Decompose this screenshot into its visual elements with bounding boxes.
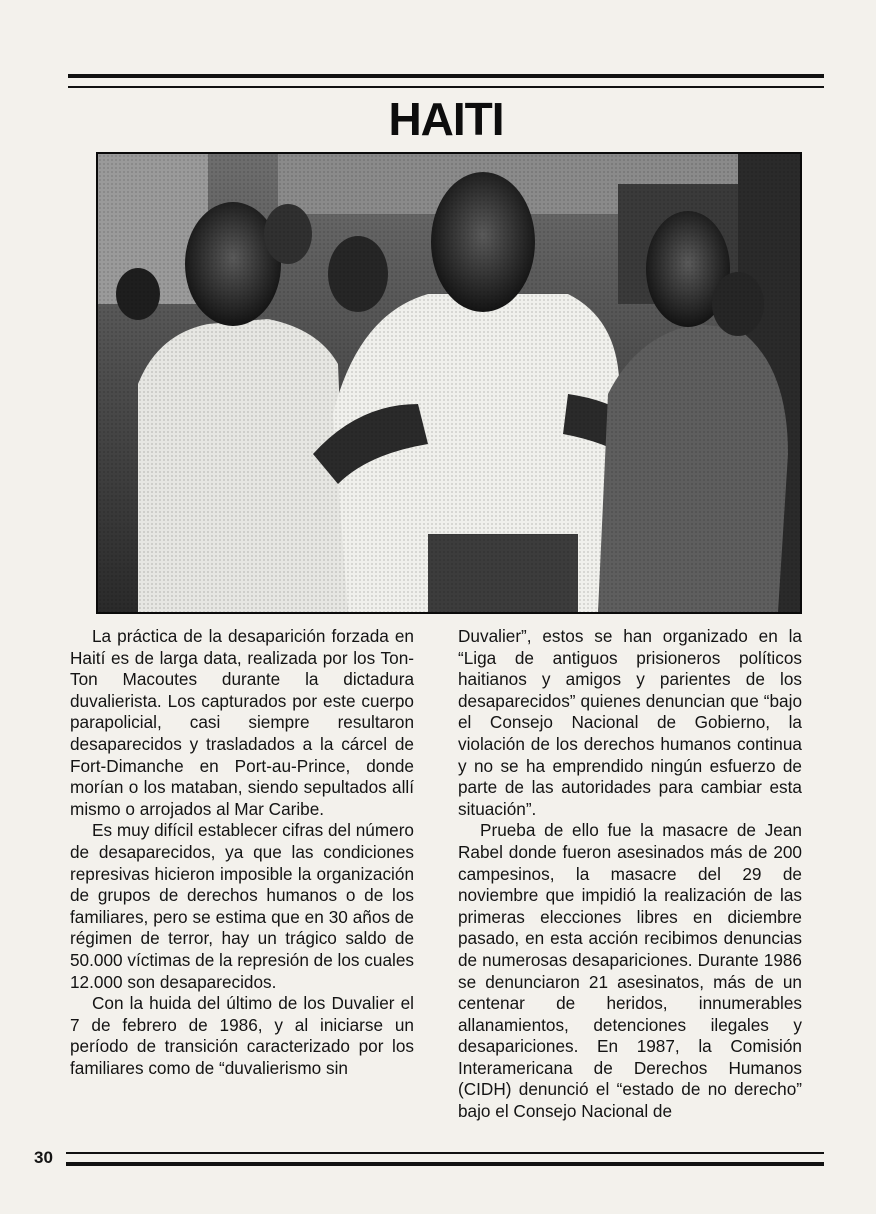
page-title: HAITI <box>388 93 504 145</box>
page-number: 30 <box>34 1148 53 1167</box>
paragraph: Duvalier”, estos se han organizado en la “Liga de antiguos prisioneros políticos haitianos y amigos y parientes de los desaparecidos” quienes denuncian que “bajo el Consejo Nacional de Gobierno, la violación de los derechos humanos continua y no se ha emprendido ningún esfuerzo de parte de las autoridades para cambiar esta situación”. <box>458 626 802 819</box>
top-rule <box>68 74 824 88</box>
article-column-left <box>70 626 414 1079</box>
paragraph: La práctica de la desaparición forzada en Haití es de larga data, realizada por los Ton-Ton Macoutes durante la dictadura duvalierista. Los capturados por este cuerpo parapolicial, casi siempre resultaron desaparecidos y trasladados a la cárcel de Fort-Dimanche en Port-au-Prince, donde morían o los mataban, siendo sepultados allí mismo o arrojados al Mar Caribe. <box>70 626 414 819</box>
photo-illustration <box>98 154 800 612</box>
paragraph: Prueba de ello fue la masacre de Jean Rabel donde fueron asesinados más de 200 campesinos, la masacre del 29 de noviembre que impidió la realización de las primeras elecciones libres en diciembre pasado, en esta acción recibimos denuncias de numerosas desapariciones. Durante 1986 se denunciaron 21 asesinatos, más de un centenar de heridos, innumerables allanamientos, detenciones ilegales y desapariciones. En 1987, la Comisión Interamericana de Derechos Humanos (CIDH) denunció el “estado de no derecho” bajo el Consejo Nacional de <box>458 820 802 1122</box>
bottom-rule <box>66 1152 824 1166</box>
paragraph: Es muy difícil establecer cifras del número de desaparecidos, ya que las condiciones represivas hicieron imposible la organización de grupos de derechos humanos o de los familiares, pero se estima que en 30 años de régimen de terror, hay un trágico saldo de 50.000 víctimas de la represión de los cuales 12.000 son desaparecidos. <box>70 820 414 992</box>
article-column-right <box>458 626 802 1123</box>
paragraph: Con la huida del último de los Duvalier el 7 de febrero de 1986, y al iniciarse un período de transición caracterizado por los familiares como de “duvalierismo sin <box>70 993 414 1078</box>
news-photo <box>96 152 802 614</box>
